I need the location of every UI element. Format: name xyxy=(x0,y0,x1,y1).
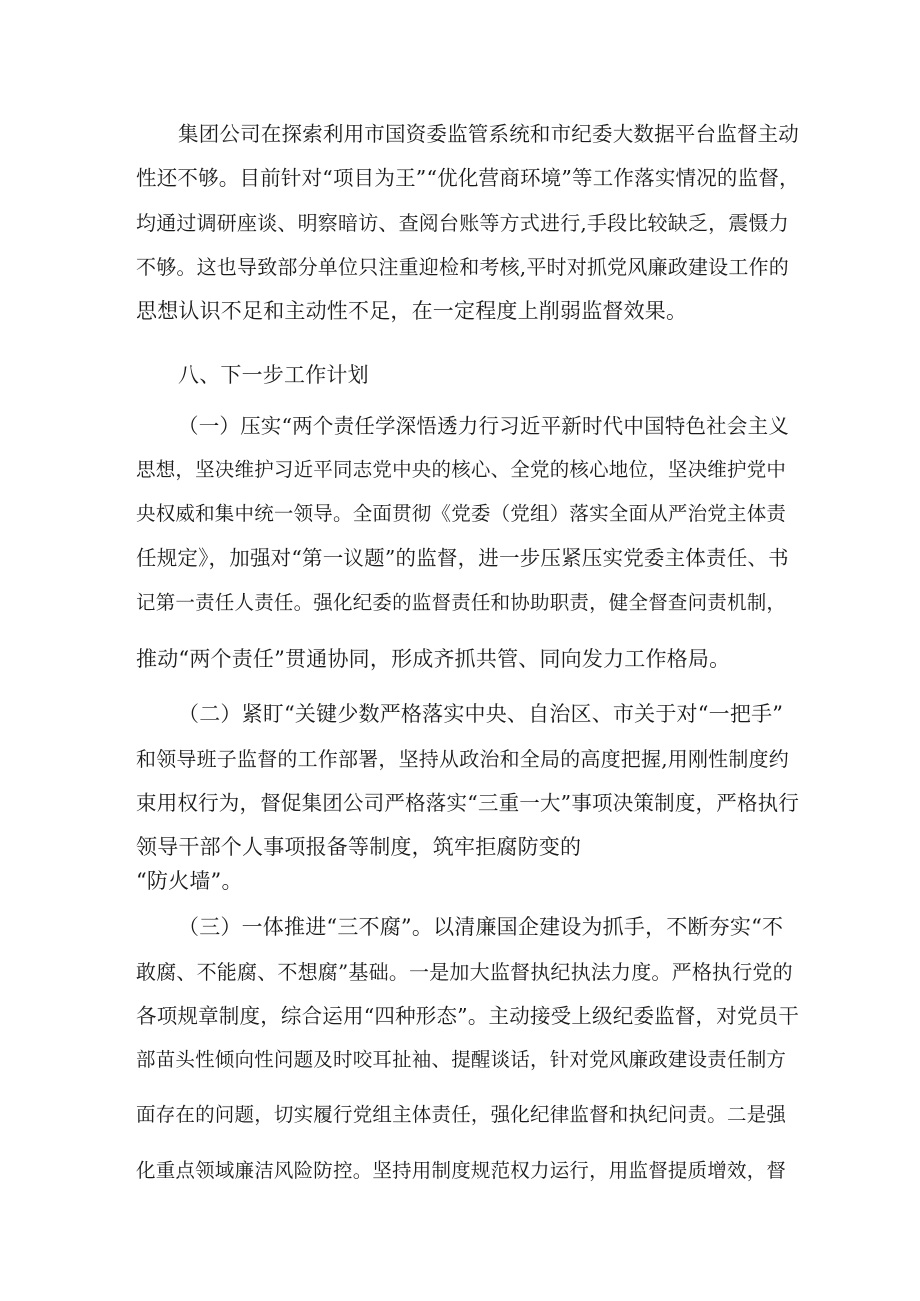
paragraph-line: 性还不够。目前针对“项目为王”“优化营商环境”等工作落实情况的监督， xyxy=(136,166,800,190)
paragraph-line: 领导干部个人事项报备等制度，筑牢拒腐防变的 xyxy=(136,835,582,859)
paragraph-line: 面存在的问题，切实履行党组主体责任，强化纪律监督和执纪问责。二是强 xyxy=(136,1103,787,1126)
paragraph-line: 记第一责任人责任。强化纪委的监督责任和协助职责，健全督查问责机制， xyxy=(136,591,787,614)
paragraph-line: “防火墙”。 xyxy=(136,869,243,893)
paragraph-line: 部苗头性倾向性问题及时咬耳扯袖、提醒谈话，针对党风廉政建设责任制方 xyxy=(136,1048,787,1071)
paragraph-line: 各项规章制度，综合运用“四种形态”。主动接受上级纪委监督，对党员干 xyxy=(136,1004,800,1028)
paragraph-line: 任规定》，加强对“第一议题”的监督，进一步压紧压实党委主体责任、书 xyxy=(136,546,789,570)
paragraph-line: （二）紧盯“关键少数严格落实中央、自治区、市关于对“一把手” xyxy=(178,702,784,726)
paragraph-line: 化重点领域廉洁风险防控。坚持用制度规范权力运行，用监督提质增效，督 xyxy=(136,1159,787,1182)
paragraph-line: 不够。这也导致部分单位只注重迎检和考核,平时对抓党风廉政建设工作的 xyxy=(136,255,789,279)
paragraph-line: （一）压实“两个责任学深悟透力行习近平新时代中国特色社会主义 xyxy=(178,414,789,438)
paragraph-line: 推动“两个责任”贯通协同，形成齐抓共管、同向发力工作格局。 xyxy=(136,647,731,671)
paragraph-line: 集团公司在探索利用市国资委监管系统和市纪委大数据平台监督主动 xyxy=(178,122,799,146)
section-heading: 八、下一步工作计划 xyxy=(178,363,369,387)
paragraph-line: 思想，坚决维护习近平同志党中央的核心、全党的核心地位，坚决维护党中 xyxy=(136,458,787,481)
paragraph-line: 央权威和集中统一领导。全面贯彻《党委（党组）落实全面从严治党主体责 xyxy=(136,502,787,525)
paragraph-line: （三）一体推进“三不腐”。以清廉国企建设为抓手，不断夯实“不 xyxy=(178,915,784,939)
paragraph-line: 束用权行为，督促集团公司严格落实“三重一大”事项决策制度，严格执行 xyxy=(136,791,800,815)
paragraph-line: 思想认识不足和主动性不足，在一定程度上削弱监督效果。 xyxy=(136,299,688,323)
paragraph-line: 和领导班子监督的工作部署，坚持从政治和全局的高度把握,用刚性制度约 xyxy=(136,747,789,771)
paragraph-line: 均通过调研座谈、明察暗访、查阅台账等方式进行,手段比较缺乏，震慑力 xyxy=(136,211,789,235)
paragraph-line: 敢腐、不能腐、不想腐”基础。一是加大监督执纪执法力度。严格执行党的 xyxy=(136,960,793,984)
